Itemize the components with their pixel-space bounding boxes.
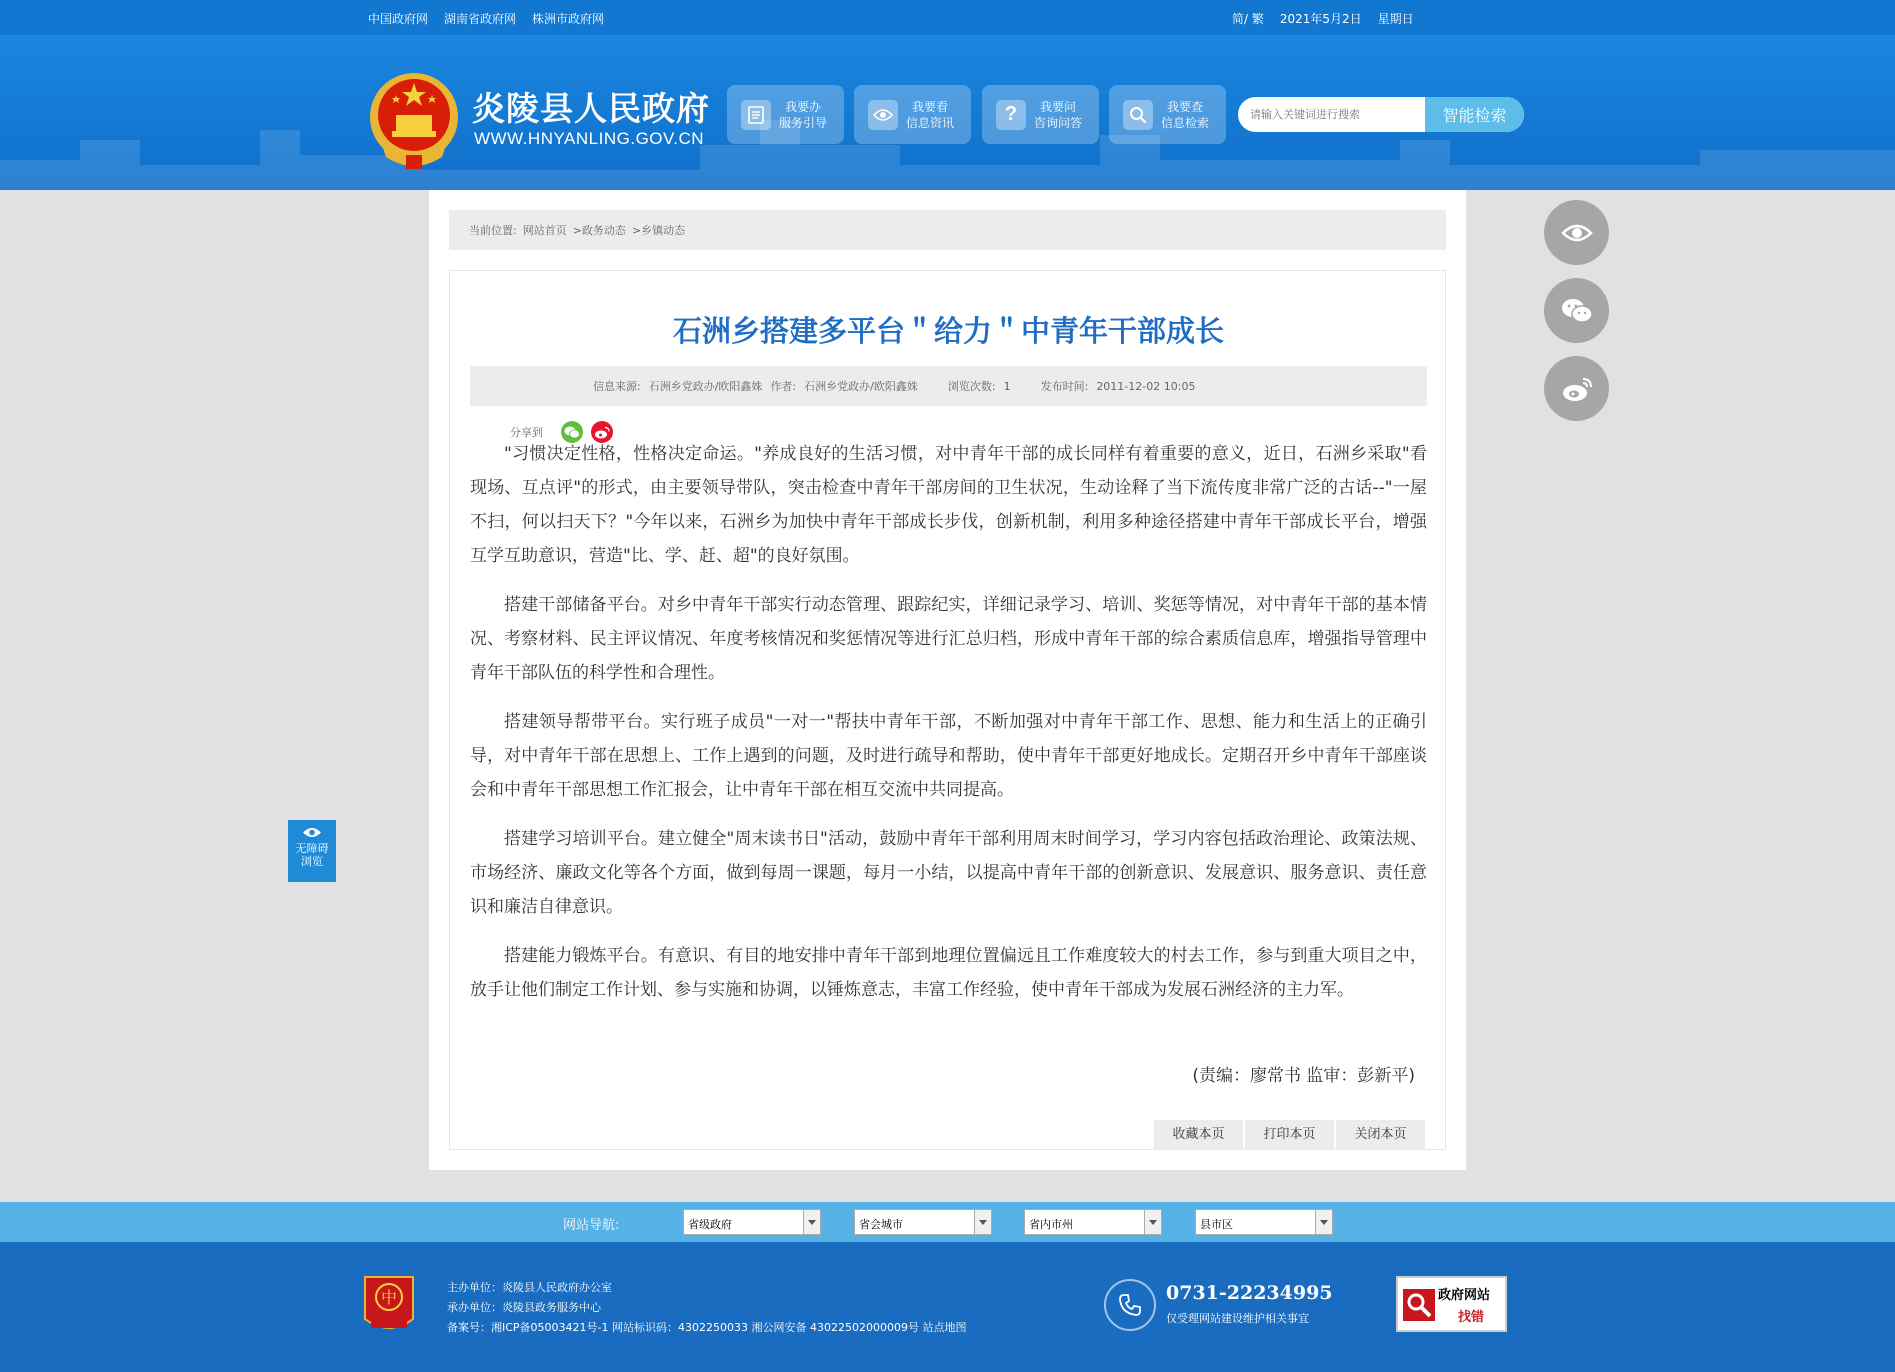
link-central-gov[interactable]: 中国政府网 (368, 12, 429, 26)
print-page-button[interactable]: 打印本页 (1245, 1120, 1334, 1150)
views-value: 1 (1003, 379, 1011, 393)
topbar-right (1232, 10, 1414, 27)
search-icon (1123, 100, 1153, 130)
county-district-select[interactable] (1195, 1209, 1333, 1235)
provincial-gov-select[interactable] (683, 1209, 821, 1235)
consult-qa-label: 我要问 咨询问答 (1034, 99, 1083, 130)
accessibility-label-1: 无障碍 (295, 842, 329, 855)
info-news-button[interactable] (854, 85, 971, 144)
select-value: 县市区 (1200, 1218, 1233, 1231)
footer-site-nav (0, 1202, 1895, 1242)
share-label: 分享到 (510, 426, 543, 439)
consult-qa-button[interactable] (982, 85, 1099, 144)
author-value: 石洲乡党政办/欧阳鑫姝 (804, 380, 918, 393)
chevron-down-icon (1144, 1210, 1161, 1234)
main-panel (429, 190, 1466, 1170)
party-gov-badge-icon[interactable] (363, 1275, 415, 1338)
view-float-button[interactable] (1544, 200, 1609, 265)
info-search-button[interactable] (1109, 85, 1226, 144)
source-label: 信息来源: (593, 380, 641, 393)
current-date: 2021年5月2日 (1279, 12, 1362, 26)
search-input[interactable] (1250, 97, 1410, 132)
article-paragraph: 搭建学习培训平台。建立健全"周末读书日"活动，鼓励中青年干部利用周末时间学习，学习内容包括政治理论、政策法规、市场经济、廉政文化等各个方面，做到每周一课题，每月一小结，以提高中青年干部的创新意识、发展意识、服务意识、责任意识和廉洁自律意识。 (470, 829, 1427, 917)
smart-search-button[interactable]: 智能检索 (1425, 97, 1524, 132)
current-weekday: 星期日 (1377, 12, 1414, 26)
breadcrumb-home[interactable]: 网站首页 (522, 224, 567, 237)
undertake-unit: 承办单位：炎陵县政务服务中心 (447, 1301, 601, 1314)
eye-icon (302, 826, 322, 839)
findbug-line1: 政府网站 (1438, 1288, 1491, 1303)
contact-phone: 0731-22234995 (1166, 1282, 1333, 1304)
info-search-label: 我要查 信息检索 (1161, 99, 1210, 130)
site-header (0, 35, 1895, 190)
site-name[interactable]: 炎陵县人民政府 (472, 89, 710, 128)
article-title: 石洲乡搭建多平台＂给力＂中青年干部成长 (672, 314, 1224, 348)
eye-icon (1561, 223, 1593, 243)
host-unit: 主办单位：炎陵县人民政府办公室 (447, 1281, 612, 1294)
editor-credit: (责编：廖常书 监审：彭新平) (1192, 1066, 1415, 1086)
svg-text:中: 中 (380, 1288, 398, 1307)
magnifier-icon (1402, 1288, 1436, 1322)
article-paragraph: 搭建能力锻炼平台。有意识、有目的地安排中青年干部到地理位置偏远且工作难度较大的村去工作，参与到重大项目之中，放手让他们制定工作计划、参与实施和协调，以锤炼意志，丰富工作经验，使中青年干部成为发展石洲经济的主力军。 (470, 946, 1427, 1000)
article (449, 270, 1446, 1150)
chevron-down-icon (1315, 1210, 1332, 1234)
phone-icon (1104, 1279, 1156, 1331)
provincial-capital-select[interactable] (854, 1209, 992, 1235)
chevron-down-icon (803, 1210, 820, 1234)
select-value: 省内市州 (1029, 1218, 1073, 1231)
gov-site-findbug-button[interactable] (1396, 1276, 1507, 1332)
service-guide-label: 我要办 服务引导 (779, 99, 828, 130)
site-footer (0, 1242, 1895, 1372)
breadcrumb (449, 210, 1446, 250)
author-label: 作者: (770, 380, 797, 393)
wechat-float-button[interactable] (1544, 278, 1609, 343)
contact-phone-note: 仅受理网站建设维护相关事宜 (1166, 1312, 1309, 1325)
top-bar (0, 0, 1895, 35)
breadcrumb-gov-news[interactable]: >政务动态 (572, 224, 626, 237)
breadcrumb-town-news[interactable]: >乡镇动态 (631, 224, 686, 237)
site-url: WWW.HNYANLING.GOV.CN (474, 129, 705, 148)
article-meta (470, 366, 1427, 406)
footer-info (447, 1278, 966, 1338)
breadcrumb-label: 当前位置: (469, 224, 517, 237)
accessibility-label-2: 浏览 (301, 855, 323, 868)
article-body (470, 437, 1427, 1022)
document-icon (741, 100, 771, 130)
eye-icon (868, 100, 898, 130)
weibo-icon (1561, 375, 1593, 403)
select-value: 省级政府 (688, 1218, 732, 1231)
link-hunan-gov[interactable]: 湖南省政府网 (444, 12, 517, 26)
date-label: 发布时间: (1040, 380, 1089, 393)
chevron-down-icon (974, 1210, 991, 1234)
wechat-icon (1561, 297, 1593, 325)
service-guide-button[interactable] (727, 85, 844, 144)
weibo-float-button[interactable] (1544, 356, 1609, 421)
close-page-button[interactable]: 关闭本页 (1336, 1120, 1425, 1150)
record-info: 备案号：湘ICP备05003421号-1 网站标识码：4302250033 湘公网安备 43022502000009号 站点地图 (447, 1321, 967, 1334)
page-tools (1154, 1120, 1425, 1150)
article-paragraph: 搭建干部储备平台。对乡中青年干部实行动态管理、跟踪纪实，详细记录学习、培训、奖惩等情况，对中青年干部的基本情况、考察材料、民主评议情况、年度考核情况和奖惩情况等进行汇总归档，形成中青年干部的综合素质信息库，增强指导管理中青年干部队伍的科学性和合理性。 (470, 595, 1427, 683)
article-paragraph: 搭建领导帮带平台。实行班子成员"一对一"帮扶中青年干部，不断加强对中青年干部工作、思想、能力和生活上的正确引导，对中青年干部在思想上、工作上遇到的问题，及时进行疏导和帮助，使中青年干部更好地成长。定期召开乡中青年干部座谈会和中青年干部思想工作汇报会，让中青年干部在相互交流中共同提高。 (470, 712, 1427, 800)
bookmark-page-button[interactable]: 收藏本页 (1154, 1120, 1243, 1150)
select-value: 省会城市 (859, 1218, 903, 1231)
city-prefecture-select[interactable] (1024, 1209, 1162, 1235)
views-label: 浏览次数: (947, 380, 996, 393)
search-box (1238, 97, 1524, 132)
site-nav-label: 网站导航: (563, 1218, 620, 1233)
accessibility-button[interactable] (288, 820, 336, 882)
info-news-label: 我要看 信息资讯 (906, 99, 955, 130)
gov-links (368, 10, 604, 27)
article-paragraph: "习惯决定性格，性格决定命运。"养成良好的生活习惯，对中青年干部的成长同样有着重要的意义，近日，石洲乡采取"看现场、互点评"的形式，由主要领导带队，突击检查中青年干部房间的卫生状况，生动诠释了当下流传度非常广泛的古话--"一屋不扫，何以扫天下？"今年以来，石洲乡为加快中青年干部成长步伐，创新机制，利用多种途径搭建中青年干部成长平台，增强互学互助意识，营造"比、学、赶、超"的良好氛围。 (470, 444, 1427, 566)
lang-toggle[interactable]: 简/ 繁 (1232, 12, 1264, 26)
source-value: 石洲乡党政办/欧阳鑫姝 (648, 380, 763, 393)
question-icon: ? (996, 100, 1026, 130)
date-value: 2011-12-02 10:05 (1096, 379, 1196, 393)
findbug-line2: 找错 (1458, 1310, 1485, 1325)
national-emblem-icon (366, 69, 462, 171)
link-zhuzhou-gov[interactable]: 株洲市政府网 (532, 12, 605, 26)
